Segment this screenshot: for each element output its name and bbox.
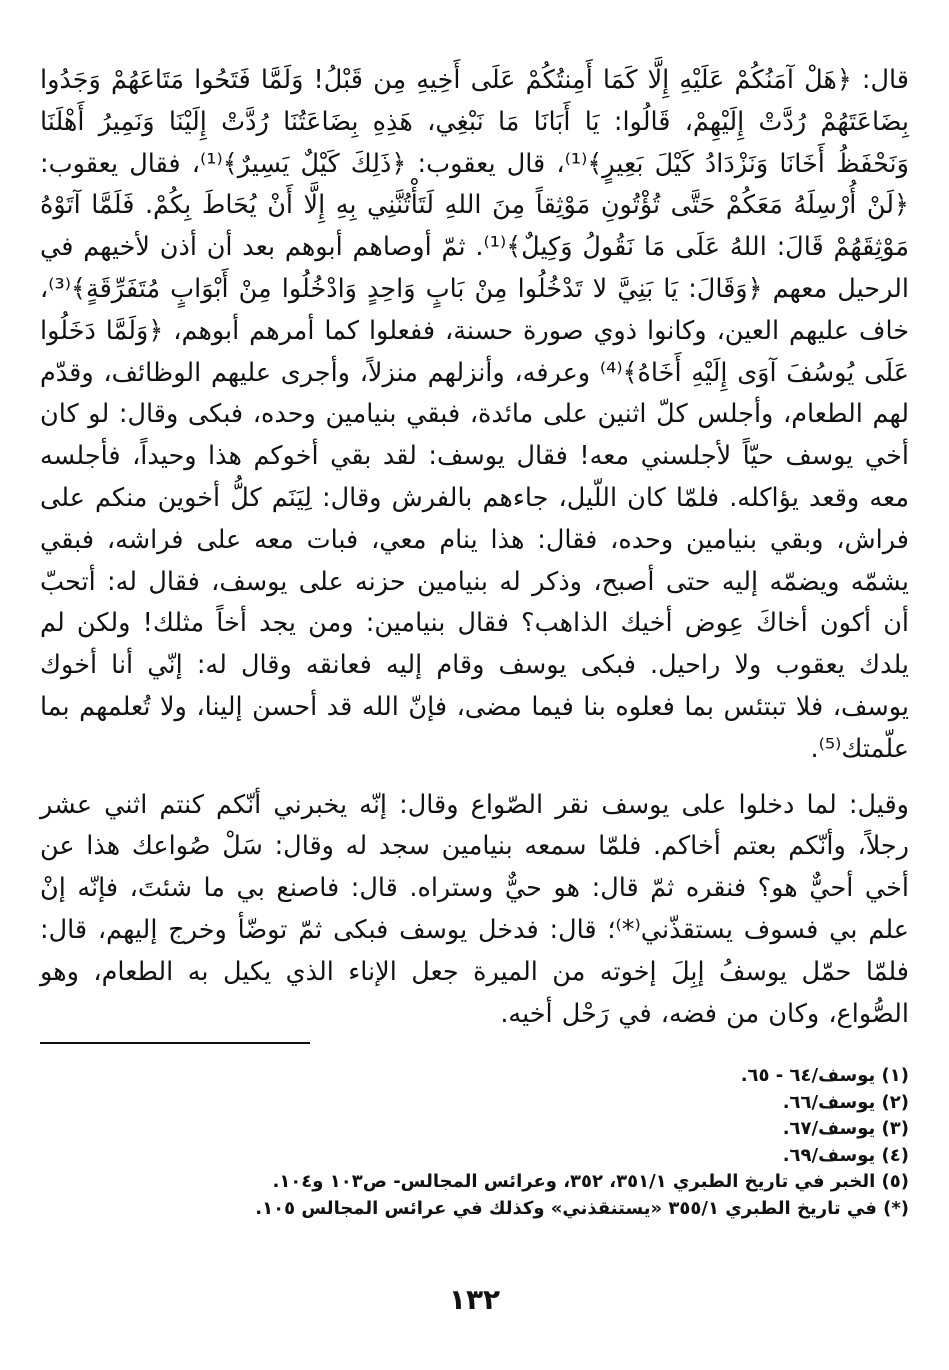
footnotes	[40, 1063, 909, 1222]
footnote-1: (١) يوسف/٦٤ - ٦٥.	[740, 1065, 909, 1086]
footnote-5: (٥) الخبر في تاريخ الطبري ٣٥١/١، ٣٥٢، وعرائس المجالس- ص١٠٣ و١٠٤.	[272, 1171, 909, 1192]
footnote-3: (٣) يوسف/٦٧.	[782, 1118, 909, 1139]
page-number: ١٣٢	[448, 1283, 501, 1316]
footnote-2: (٢) يوسف/٦٦.	[782, 1091, 909, 1113]
body-paragraph-2: وقيل: لما دخلوا على يوسف نقر الصّواع وقال: إنّه يخبرني أنّكم كنتم اثني عشر رجلاً، وأنّكم بعتم أخاكم. فلمّا سمعه بنيامين سجد له وقال: سَلْ صُواعك هذا عن أخي أحيٌّ هو؟ فنقره ثمّ قال: هو حيٌّ وستراه. قال: فاصنع بي ما شئتَ، فإنّه إنْ علم بي فسوف يستقذّني⁽*⁾؛ قال: فدخل يوسف فبكى ثمّ توضّأ وخرج إليهم، قال: فلمّا حمّل يوسفُ إبِلَ إخوته من الميرة جعل الإناء الذي يكيل به الطعام، وهو الصُّواع، وكان من فضه، في رَحْل أخيه.	[40, 789, 909, 1029]
footnote-separator	[40, 1042, 310, 1044]
body-paragraph-1: قال: ﴿هَلْ آمَنُكُمْ عَلَيْهِ إِلَّا كَمَا أَمِنتُكُمْ عَلَى أَخِيهِ مِن قَبْلُ! وَلَمَّا فَتَحُوا مَتَاعَهُمْ وَجَدُوا بِضَاعَتَهُمْ رُدَّتْ إِلَيْهِمْ، قَالُوا: يَا أَبَانَا مَا نَبْغِي، هَذِهِ بِضَاعَتُنَا رُدَّتْ إِلَيْنَا وَنَمِيرُ أَهْلَنَا وَنَحْفَظُ أَخَانَا وَنَزْدَادُ كَيْلَ بَعِيرٍ﴾⁽¹⁾، قال يعقوب: ﴿ذَلِكَ كَيْلٌ يَسِيرٌ﴾⁽¹⁾، فقال يعقوب: ﴿لَنْ أُرْسِلَهُ مَعَكُمْ حَتَّى تُؤْتُونِ مَوْثِقاً مِنَ اللهِ لَتَأْتُنَّنِي بِهِ إِلَّا أَنْ يُحَاطَ بِكُمْ. فَلَمَّا آتَوْهُ مَوْثِقَهُمْ قَالَ: اللهُ عَلَى مَا نَقُولُ وَكِيلٌ﴾⁽¹⁾. ثمّ أوصاهم أبوهم بعد أن أذن لأخيهم في الرحيل معهم ﴿وَقَالَ: يَا بَنِيَّ لا تَدْخُلُوا مِنْ بَابٍ وَاحِدٍ وَادْخُلُوا مِنْ أَبْوَابٍ مُتَفَرِّقَةٍ﴾⁽³⁾، خاف عليهم العين، وكانوا ذوي صورة حسنة، ففعلوا كما أمرهم أبوهم، ﴿وَلَمَّا دَخَلُوا عَلَى يُوسُفَ آوَى إِلَيْهِ أَخَاهُ﴾⁽⁴⁾ وعرفه، وأنزلهم منزلاً، وأجرى عليهم الوظائف، وقدّم لهم الطعام، وأجلس كلّ اثنين على مائدة، فبقي بنيامين وحده، فبكى وقال: لو كان أخي يوسف حيّاً لأجلسني معه! فقال يوسف: لقد بقي أخوكم هذا وحيداً، فأجلسه معه وقعد يؤاكله. فلمّا كان اللّيل، جاءهم بالفرش وقال: لِيَنَم كلُّ أخوين منكم على فراش، وبقي بنيامين وحده، فقال: هذا ينام معي، فبات معه على فراشه، فبقي يشمّه ويضمّه إليه حتى أصبح، وذكر له بنيامين حزنه على يوسف، فقال له: أتحبّ أن أكون أخاكَ عِوض أخيك الذاهب؟ فقال بنيامين: ومن يجد أخاً مثلك! ولكن لم يلدك يعقوب ولا راحيل. فبكى يوسف وقام إليه فعانقه وقال له: إنّي أنا أخوك يوسف، فلا تبتئس بما فعلوه بنا فيما مضى، فإنّ الله قد أحسن إلينا، ولا تُعلمهم بما علّمتك⁽⁵⁾.	[40, 65, 910, 764]
book-page	[40, 60, 909, 1350]
footnote-4: (٤) يوسف/٦٩.	[782, 1144, 909, 1166]
footnote-star: (*) في تاريخ الطبري ٣٥٥/١ «يستنقذني» وكذلك في عرائس المجالس ١٠٥.	[255, 1197, 909, 1219]
